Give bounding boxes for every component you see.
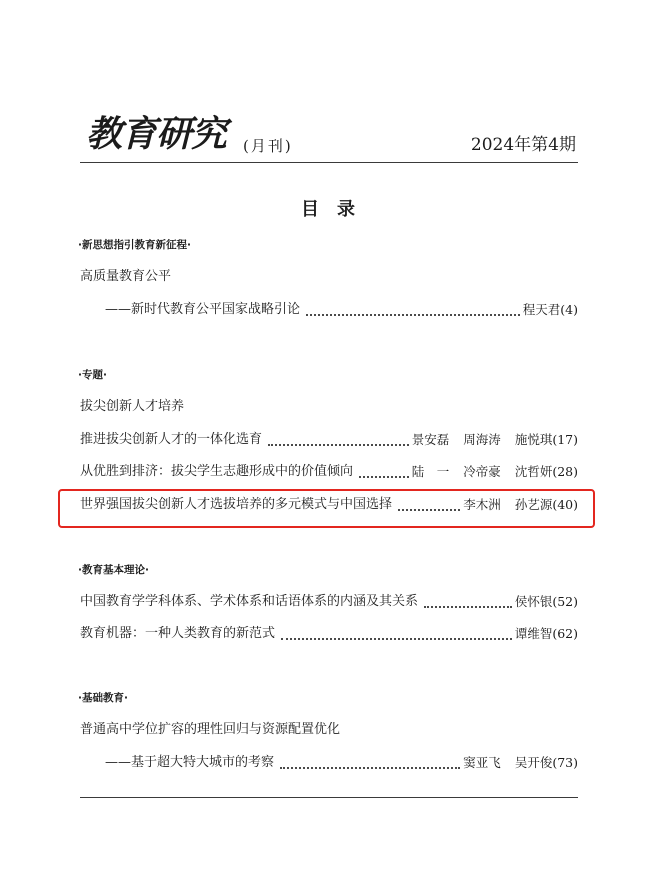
journal-frequency: (月刊): [243, 137, 293, 155]
entry-authors: [463, 754, 552, 772]
author-name: 谭维智: [514, 626, 553, 641]
dot-leader: [359, 463, 409, 478]
author-name: 侯怀银: [514, 594, 553, 609]
dot-leader: [268, 431, 409, 446]
entry-authors: [412, 463, 553, 481]
entry-page: (73): [552, 755, 578, 770]
author-name: 沈哲妍: [514, 464, 553, 479]
dot-leader: [424, 593, 512, 608]
toc-entry[interactable]: [80, 431, 578, 449]
entry-title: 高质量教育公平: [80, 269, 172, 284]
toc-entry-subtitle-line[interactable]: [105, 754, 578, 772]
author-name: 程天君: [522, 302, 561, 317]
section-heading: ·基础教育·: [78, 692, 128, 704]
issue-number: 2024年第4期: [470, 135, 576, 155]
entry-authors: [412, 431, 553, 449]
toc-entry[interactable]: [80, 268, 578, 286]
toc-entry[interactable]: [80, 721, 578, 739]
author-name: 窦亚飞: [463, 755, 501, 770]
section-heading: ·专题·: [78, 369, 107, 381]
toc-entry[interactable]: [80, 625, 578, 643]
entry-page: (28): [552, 464, 578, 479]
entry-title: 中国教育学学科体系、学术体系和话语体系的内涵及其关系: [80, 594, 419, 609]
author-name: 周海涛: [463, 432, 501, 447]
entry-title: 从优胜到排济：拔尖学生志趣形成中的价值倾向: [80, 464, 354, 479]
entry-title: 普通高中学位扩容的理性回归与资源配置优化: [80, 722, 341, 737]
section-topic: [80, 398, 578, 416]
entry-page: (17): [552, 432, 578, 447]
dot-leader: [306, 301, 520, 316]
entry-authors: [515, 625, 553, 643]
footer-divider: [80, 797, 578, 798]
entry-page: (40): [552, 497, 578, 512]
section-heading: ·教育基本理论·: [78, 564, 149, 576]
toc-entry-subtitle-line[interactable]: [105, 301, 578, 319]
entry-title: 世界强国拔尖创新人才选拔培养的多元模式与中国选择: [80, 497, 393, 512]
toc-entry[interactable]: [80, 593, 578, 611]
author-name: 吴开俊: [514, 755, 553, 770]
topic-title: 拔尖创新人才培养: [80, 399, 185, 414]
author-name: 孙艺源: [514, 497, 553, 512]
entry-subtitle: ——基于超大特大城市的考察: [105, 755, 275, 770]
dot-leader: [281, 625, 512, 640]
section-heading: ·新思想指引教育新征程·: [78, 239, 191, 251]
entry-page: (4): [560, 302, 578, 317]
author-name: 陆 一: [411, 464, 450, 479]
entry-page: (52): [552, 594, 578, 609]
author-name: 冷帝豪: [463, 464, 501, 479]
entry-title: 教育机器：一种人类教育的新范式: [80, 626, 276, 641]
author-name: 景安磊: [411, 432, 450, 447]
entry-authors: [515, 593, 553, 611]
dot-leader: [280, 754, 460, 769]
entry-subtitle: ——新时代教育公平国家战略引论: [105, 302, 301, 317]
toc-title: 目 录: [301, 199, 355, 220]
highlight-box: [58, 489, 595, 528]
entry-authors: [523, 301, 561, 319]
header-divider: [80, 162, 578, 163]
author-name: 施悦琪: [514, 432, 553, 447]
journal-logo: 教育研究: [86, 113, 227, 155]
toc-entry[interactable]: [80, 463, 578, 481]
entry-title: 推进拔尖创新人才的一体化选育: [80, 432, 263, 447]
entry-page: (62): [552, 626, 578, 641]
author-name: 李木洲: [463, 497, 501, 512]
